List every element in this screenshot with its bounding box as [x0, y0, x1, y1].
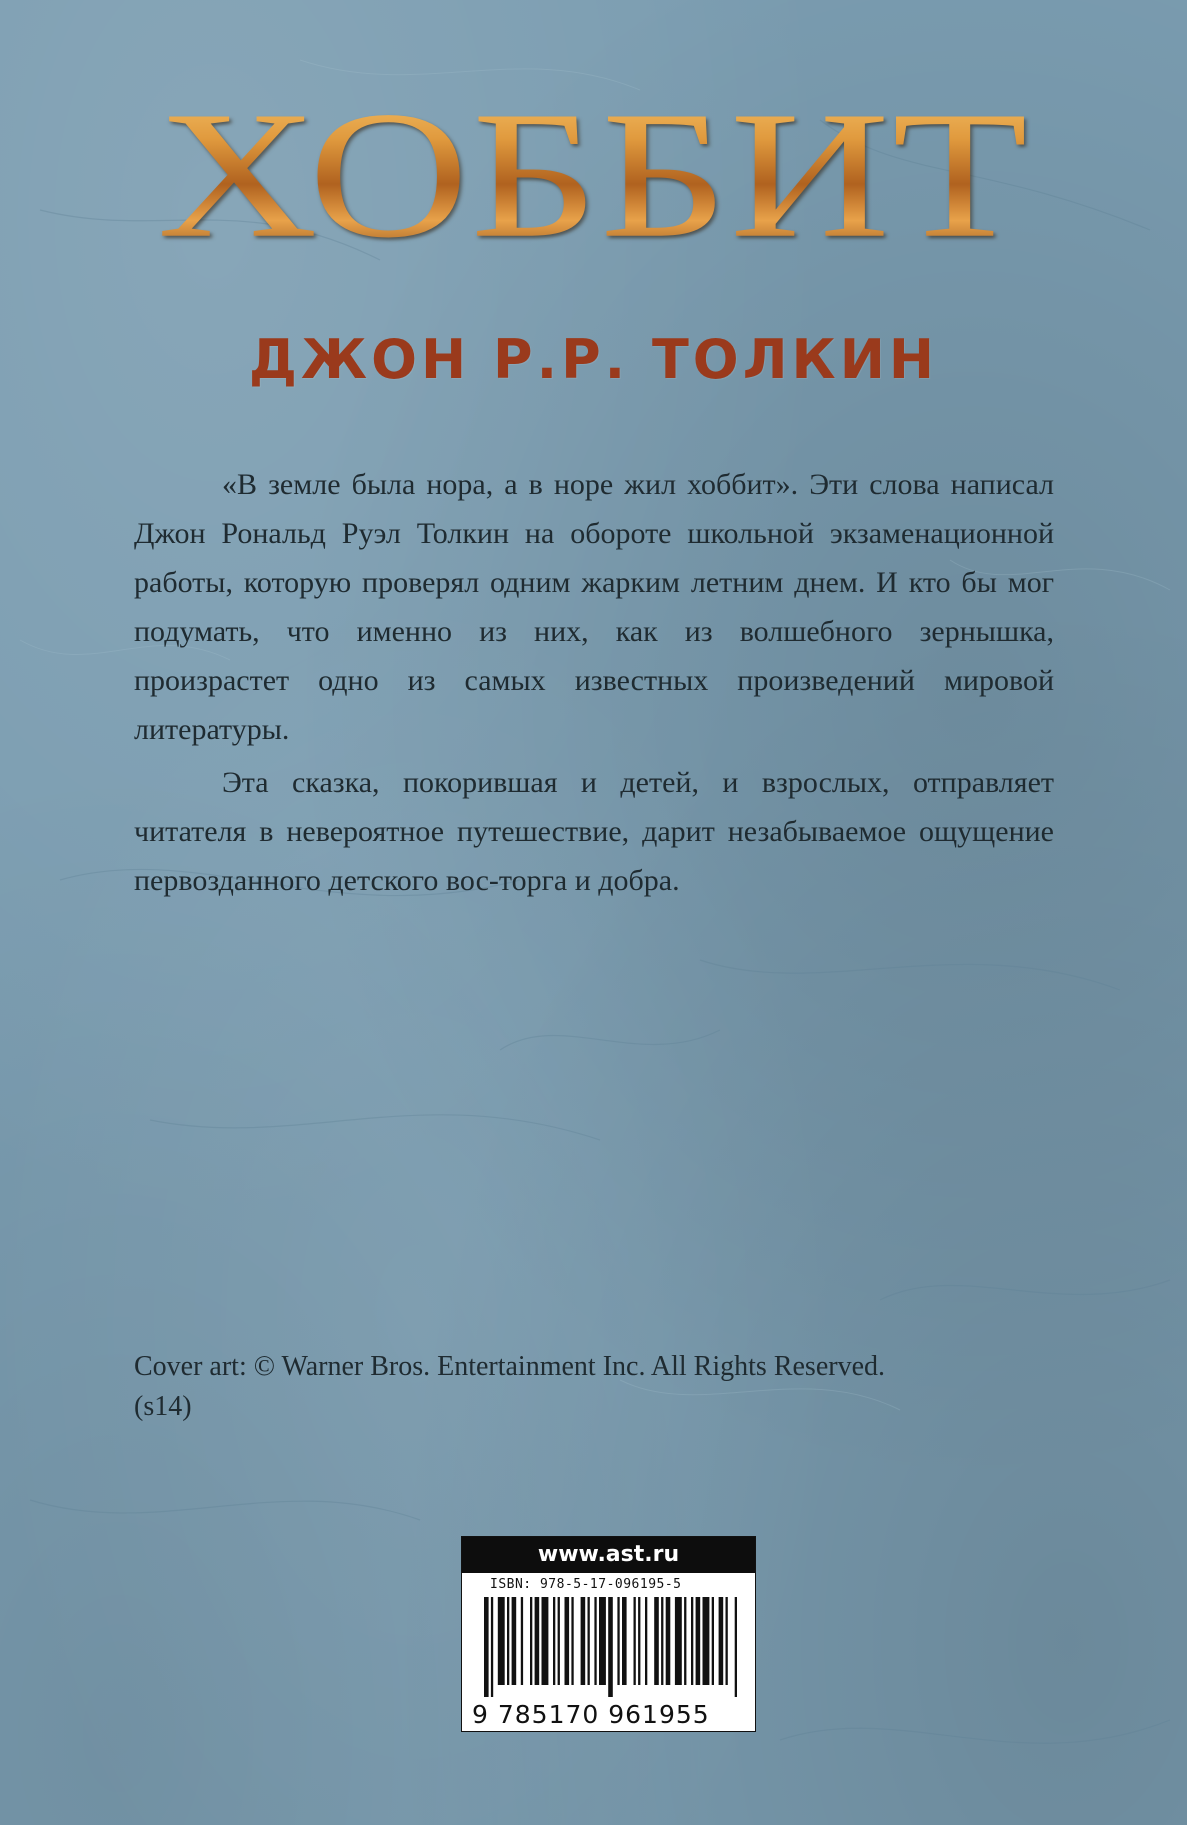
- barcode-digits: 9 785170 961955: [472, 1700, 710, 1729]
- description-paragraph-1: «В земле была нора, а в норе жил хоббит». Эти слова написал Джон Рональд Руэл Толкин на обороте школьной экзаменационной работы, которую проверял одним жарким летним днем. И кто бы мог подумать, что именно из них, как из волшебного зернышка, произрастет одно из самых известных произведений мировой литературы.: [134, 468, 1054, 746]
- barcode-panel: [461, 1536, 756, 1732]
- publisher-website: www.ast.ru: [462, 1537, 755, 1573]
- cover-credits: [134, 1347, 1094, 1427]
- description-paragraph-2: Эта сказка, покорившая и детей, и взрослых, отправляет читателя в невероятное путешествие, дарит незабываемое ощущение первозданного детского вос-торга и добра.: [134, 766, 1054, 897]
- author-name: ДЖОН Р.Р. ТОЛКИН: [248, 328, 939, 391]
- book-description: [134, 460, 1054, 909]
- credit-line: Cover art: © Warner Bros. Entertainment Inc. All Rights Reserved.: [134, 1351, 885, 1382]
- credit-code: (s14): [134, 1391, 192, 1422]
- book-title: ХОББИТ: [0, 84, 1187, 266]
- isbn-label: ISBN: 978-5-17-096195-5: [490, 1577, 682, 1592]
- barcode-icon: [470, 1597, 746, 1697]
